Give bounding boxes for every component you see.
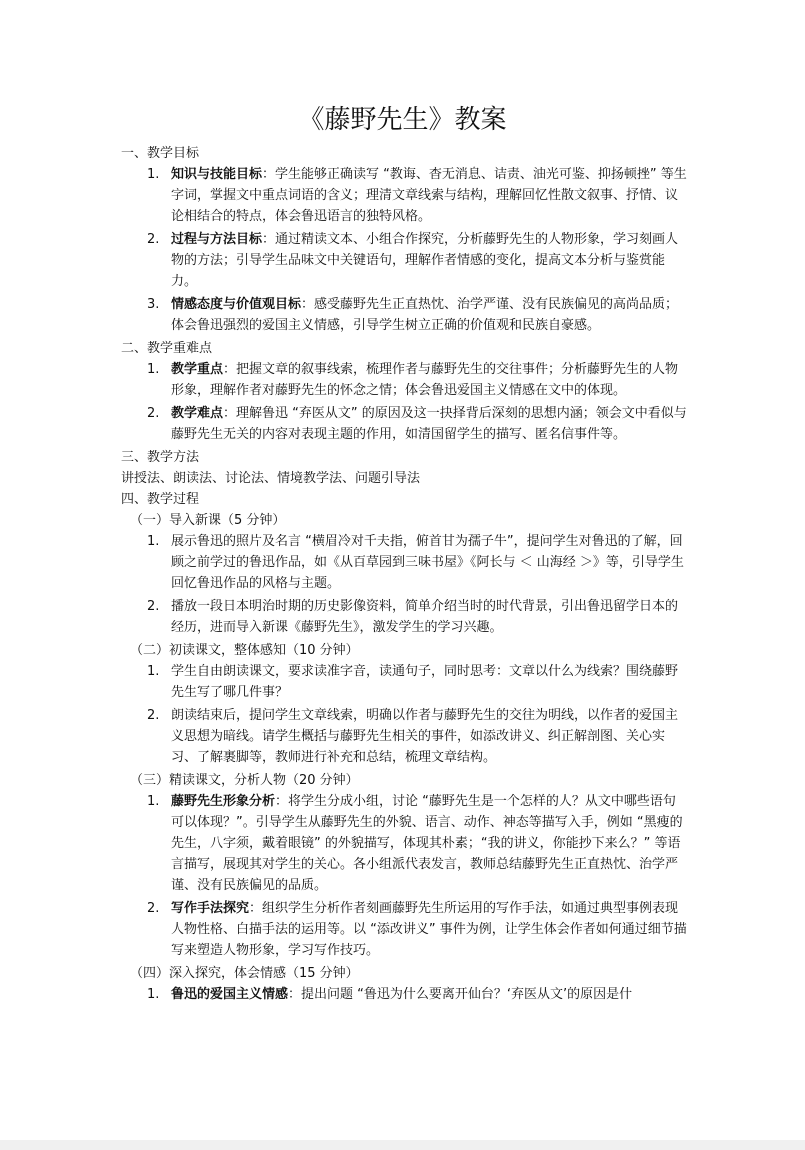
item-text: 播放一段日本明治时期的历史影像资料，简单介绍当时的时代背景，引出鲁迅留学日本的经历，进而导入新课《藤野先生》，激发学生的学习兴趣。 <box>171 599 679 635</box>
item-text: 展示鲁迅的照片及名言 “横眉冷对千夫指，俯首甘为孺子牛”，提问学生对鲁迅的了解，回顾之前学过的鲁迅作品，如《从百草园到三味书屋》《阿长与 ＜ 山海经 ＞》等，引导学生回忆鲁迅作品的风格与主题。 <box>171 534 684 591</box>
item-lead: 写作手法探究 <box>171 901 250 916</box>
item-text: ：感受藤野先生正直热忱、治学严谨、没有民族偏见的高尚品质；体会鲁迅强烈的爱国主义情感，引导学生树立正确的价值观和民族自豪感。 <box>171 297 679 333</box>
item-number: 3. <box>147 297 160 312</box>
item-number: 2. <box>147 232 160 247</box>
item-text: 朗读结束后，提问学生文章线索，明确以作者与藤野先生的交往为明线，以作者的爱国主义思想为暗线。请学生概括与藤野先生相关的事件，如添改讲义、纠正解剖图、关心实习、了解裹脚等，教师进行补充和总结，梳理文章结构。 <box>171 708 679 765</box>
item-lead: 藤野先生形象分析 <box>171 794 276 809</box>
item-number: 1. <box>147 362 160 377</box>
item-text: ：将学生分成小组，讨论 “藤野先生是一个怎样的人？从文中哪些语句可以体现？”。引导学生从藤野先生的外貌、语言、动作、神态等描写入手，例如 “黑瘦的先生，八字须，戴着眼镜” 的外貌描写，体现其朴素；“我的讲义，你能抄下来么？” 等语言描写，展现其对学生的关心。各小组派代表发言，教师总结藤野先生正直热忱、治学严谨、没有民族偏见的品质。 <box>171 794 683 893</box>
section-heading-process: 四、教学过程 <box>121 492 200 507</box>
subsection-heading: （二）初读课文，整体感知（10 分钟） <box>130 643 359 658</box>
item-number: 2. <box>147 901 160 916</box>
page-title: 《藤野先生》教案 <box>298 105 507 135</box>
list-item <box>121 164 687 227</box>
list-item <box>121 229 687 292</box>
section-heading-goals: 一、教学目标 <box>121 146 200 161</box>
item-text: 学生自由朗读课文，要求读准字音，读通句子，同时思考：文章以什么为线索？围绕藤野先生写了哪几件事？ <box>171 664 679 700</box>
list-item <box>121 898 687 961</box>
item-number: 2. <box>147 599 160 614</box>
item-lead: 鲁迅的爱国主义情感 <box>171 987 289 1002</box>
item-lead: 教学重点 <box>171 362 224 377</box>
item-number: 1. <box>147 167 160 182</box>
list-item <box>121 705 687 768</box>
item-number: 1. <box>147 794 160 809</box>
item-number: 2. <box>147 708 160 723</box>
section-heading-methods: 三、教学方法 <box>121 450 200 465</box>
item-number: 1. <box>147 664 160 679</box>
subsection-heading: （一）导入新课（5 分钟） <box>130 513 286 528</box>
list-item <box>121 294 687 336</box>
item-lead: 知识与技能目标 <box>171 167 263 182</box>
item-text: ：学生能够正确读写 “教诲、杳无消息、诘责、油光可鉴、抑扬顿挫” 等生字词，掌握文中重点词语的含义；理清文章线索与结构，理解回忆性散文叙事、抒情、议论相结合的特点，体会鲁迅语言的独特风格。 <box>171 167 687 224</box>
section-heading-key-points: 二、教学重难点 <box>121 341 213 356</box>
document-body <box>121 143 687 1007</box>
item-text: ：组织学生分析作者刻画藤野先生所运用的写作手法，如通过典型事例表现人物性格、白描手法的运用等。以 “添改讲义” 事件为例，让学生体会作者如何通过细节描写来塑造人物形象，学习写作技巧。 <box>171 901 687 958</box>
list-item <box>121 403 687 445</box>
list-item <box>121 661 687 703</box>
list-item <box>121 984 687 1005</box>
subsection-heading: （四）深入探究，体会情感（15 分钟） <box>130 966 359 981</box>
list-item <box>121 791 687 896</box>
item-text: ：把握文章的叙事线索，梳理作者与藤野先生的交往事件；分析藤野先生的人物形象，理解作者对藤野先生的怀念之情；体会鲁迅爱国主义情感在文中的体现。 <box>171 362 679 398</box>
item-lead: 过程与方法目标 <box>171 232 263 247</box>
list-item <box>121 359 687 401</box>
methods-text: 讲授法、朗读法、讨论法、情境教学法、问题引导法 <box>121 471 421 486</box>
item-lead: 教学难点 <box>171 406 224 421</box>
item-text: ：理解鲁迅 “弃医从文” 的原因及这一抉择背后深刻的思想内涵；领会文中看似与藤野先生无关的内容对表现主题的作用，如清国留学生的描写、匿名信事件等。 <box>171 406 687 442</box>
list-item <box>121 531 687 594</box>
item-number: 2. <box>147 406 160 421</box>
item-lead: 情感态度与价值观目标 <box>171 297 302 312</box>
list-item <box>121 596 687 638</box>
item-number: 1. <box>147 534 160 549</box>
subsection-heading: （三）精读课文，分析人物（20 分钟） <box>130 773 359 788</box>
item-text: ：通过精读文本、小组合作探究，分析藤野先生的人物形象，学习刻画人物的方法；引导学生品味文中关键语句，理解作者情感的变化，提高文本分析与鉴赏能力。 <box>171 232 679 289</box>
item-text: ：提出问题 “鲁迅为什么要离开仙台？‘弃医从文’的原因是什 <box>288 987 633 1002</box>
item-number: 1. <box>147 987 160 1002</box>
